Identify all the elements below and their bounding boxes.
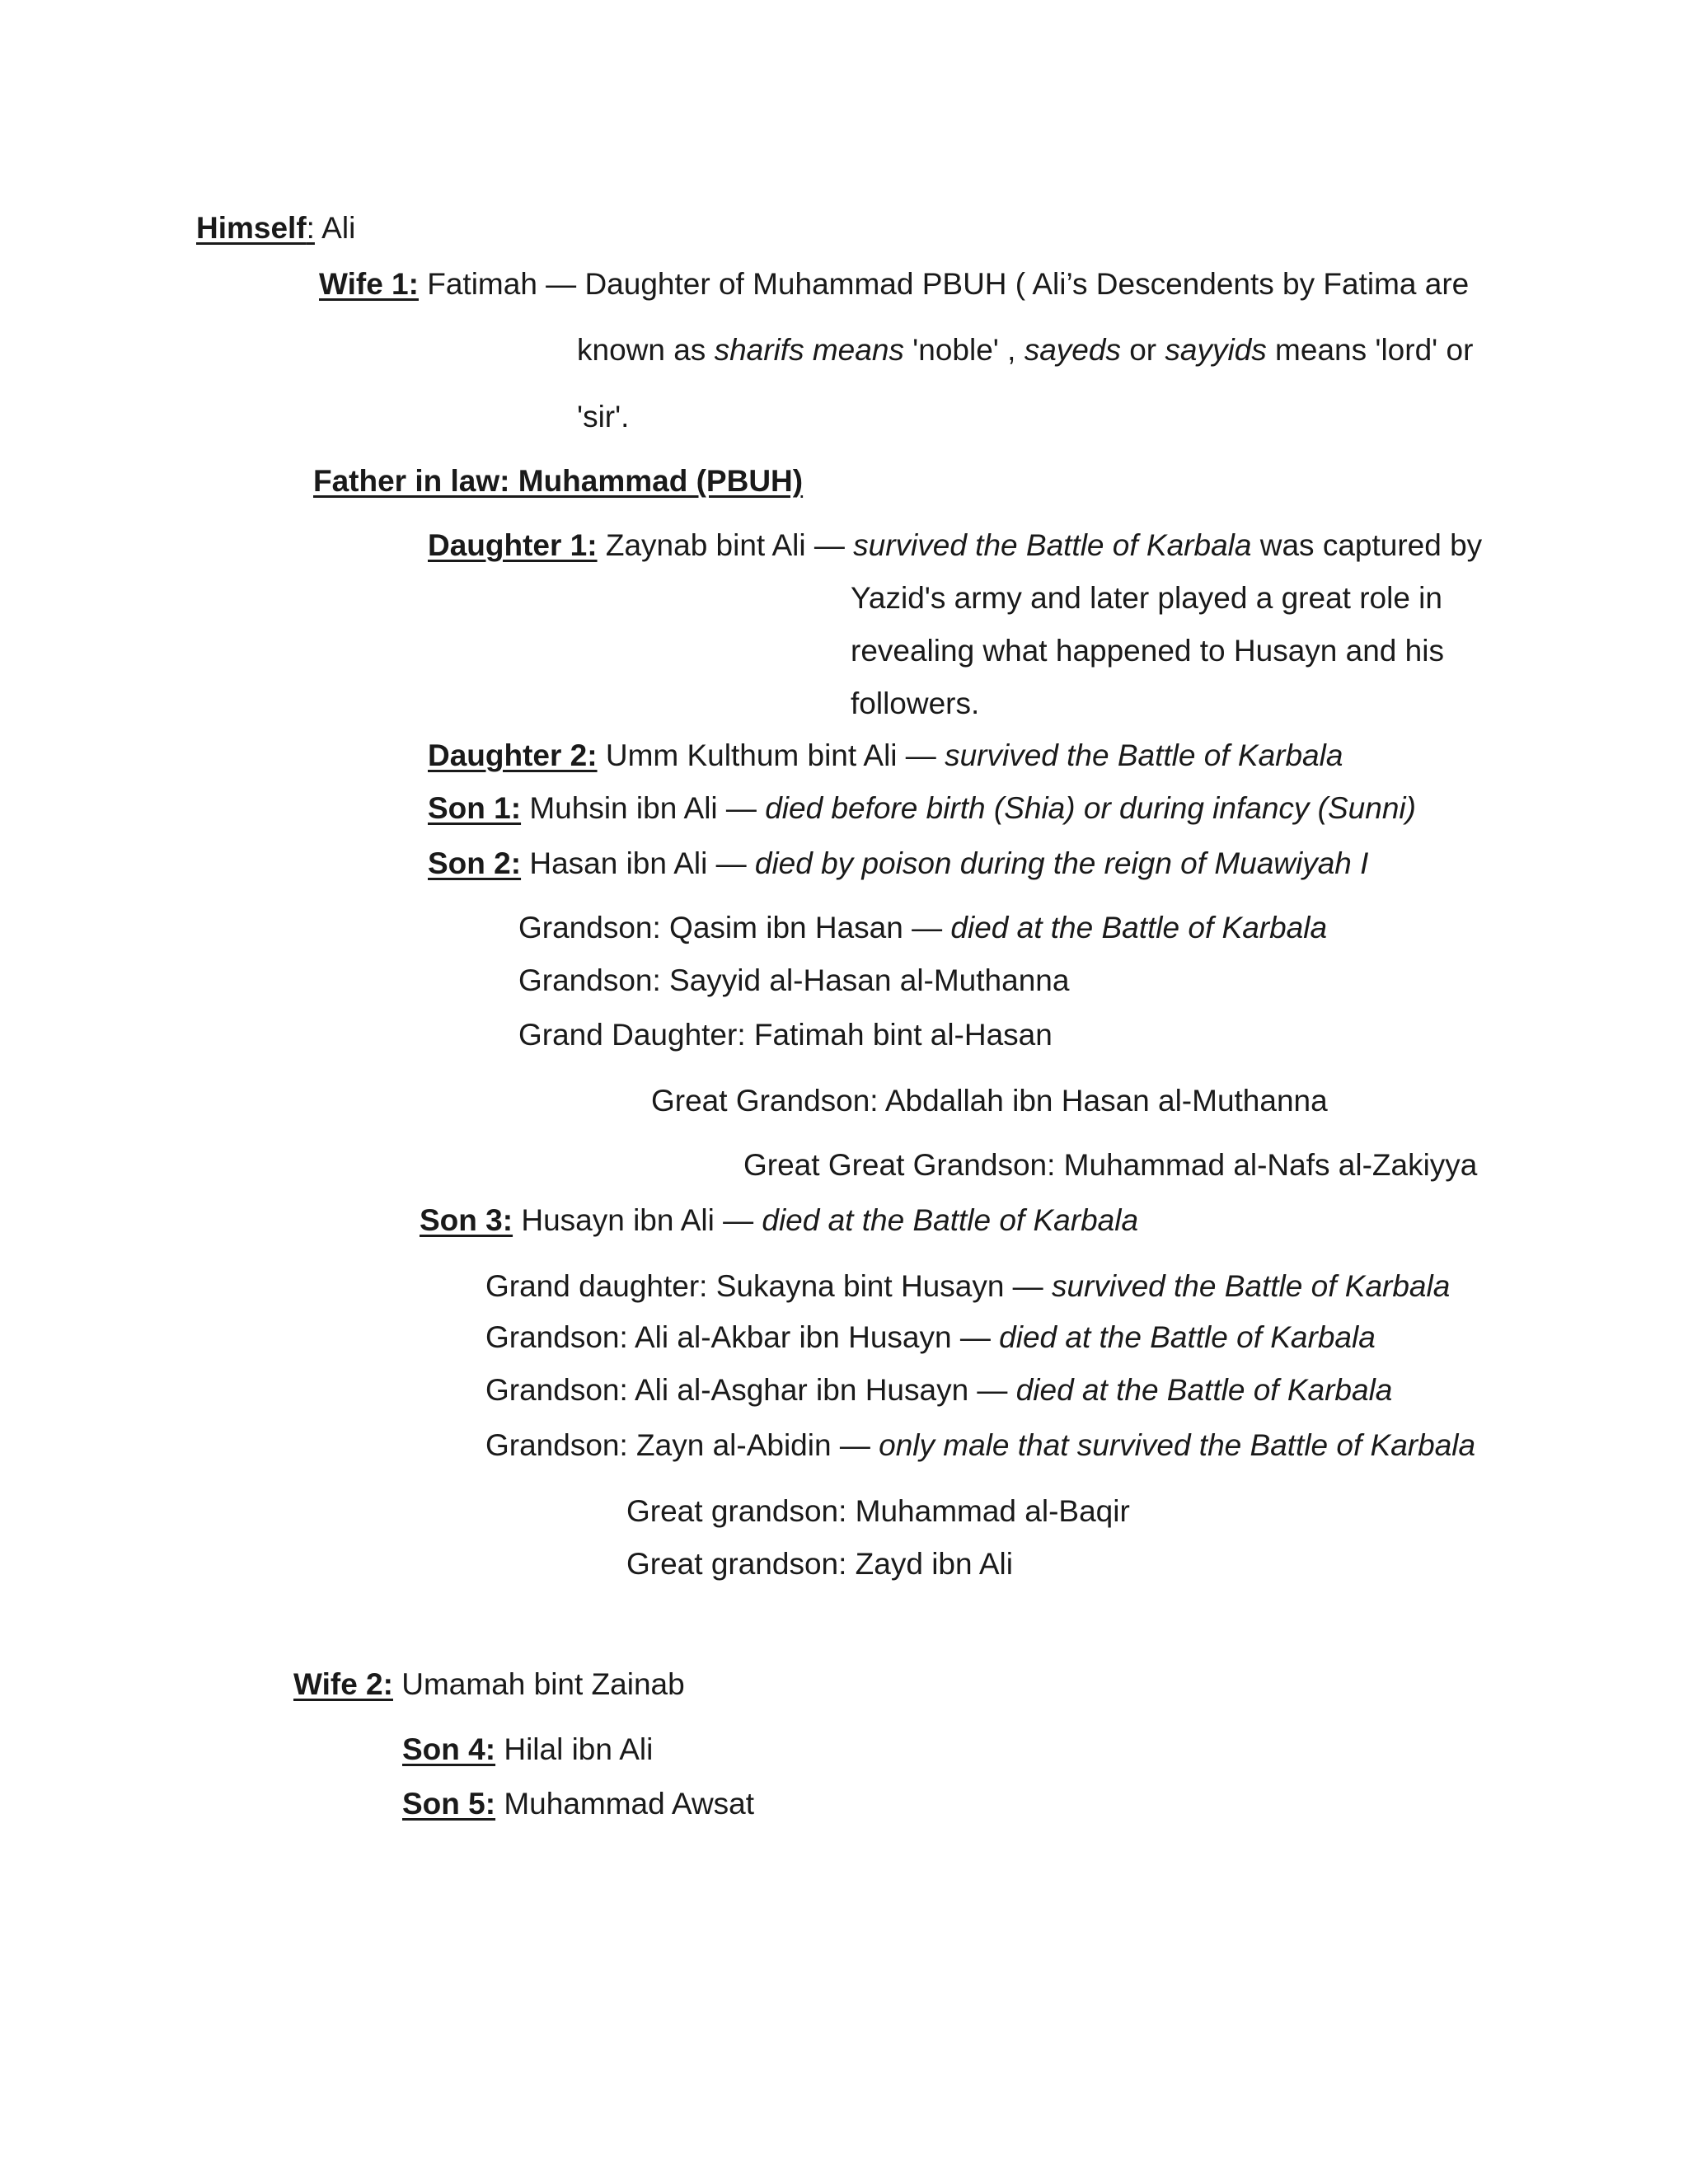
husayn-child-4-text: Grandson: Zayn al-Abidin — xyxy=(485,1428,879,1462)
son2-note: died by poison during the reign of Muawiyah I xyxy=(754,846,1369,880)
himself-line xyxy=(196,213,355,243)
great-grandson-husayn-2-text: Great grandson: Zayd ibn Ali xyxy=(626,1547,1013,1581)
son1-note: died before birth (Shia) or during infancy (Sunni) xyxy=(765,791,1416,825)
wife2-line xyxy=(293,1669,685,1699)
daughter1-label: Daughter 1: xyxy=(428,528,598,562)
daughter1-cont2 xyxy=(851,635,1444,666)
father-in-law-label: Father in law: Muhammad (PBUH) xyxy=(313,464,804,498)
husayn-child-1-text: Grand daughter: Sukayna bint Husayn — xyxy=(485,1269,1052,1303)
great-grandson-hasan-text: Great Grandson: Abdallah ibn Hasan al-Muthanna xyxy=(651,1084,1328,1118)
himself-colon: : xyxy=(306,211,315,245)
wife1-line3-text: 'sir'. xyxy=(577,400,630,434)
son1-label: Son 1: xyxy=(428,791,522,825)
hasan-child-3 xyxy=(518,1019,1053,1050)
son2-name: Hasan ibn Ali — xyxy=(521,846,755,880)
daughter2-line xyxy=(428,740,1343,771)
son3-name: Husayn ibn Ali — xyxy=(513,1203,762,1237)
daughter2-note: survived the Battle of Karbala xyxy=(945,738,1343,772)
daughter1-note: survived the Battle of Karbala xyxy=(853,528,1252,562)
husayn-child-3-text: Grandson: Ali al-Asghar ibn Husayn — xyxy=(485,1373,1016,1407)
father-in-law-line xyxy=(313,466,803,496)
son5-line xyxy=(402,1788,754,1819)
son4-label: Son 4: xyxy=(402,1732,496,1766)
hasan-child-1-text: Grandson: Qasim ibn Hasan — xyxy=(518,911,951,944)
daughter2-label: Daughter 2: xyxy=(428,738,598,772)
great-great-grandson-text: Great Great Grandson: Muhammad al-Nafs al-Zakiyya xyxy=(743,1148,1478,1182)
son4-name: Hilal ibn Ali xyxy=(495,1732,654,1766)
daughter1-cont1 xyxy=(851,583,1442,613)
great-grandson-hasan xyxy=(651,1085,1328,1116)
daughter1-rest: was captured by xyxy=(1251,528,1483,562)
son5-name: Muhammad Awsat xyxy=(495,1787,755,1821)
wife1-line2-f: sayyids xyxy=(1165,333,1267,367)
wife2-label: Wife 2: xyxy=(293,1667,393,1701)
wife2-name: Umamah bint Zainab xyxy=(392,1667,685,1701)
son4-line xyxy=(402,1734,653,1765)
husayn-child-1-note: survived the Battle of Karbala xyxy=(1051,1269,1451,1303)
daughter1-cont3 xyxy=(851,688,979,719)
wife1-line2-a: known as xyxy=(577,333,715,367)
son3-line xyxy=(420,1205,1138,1235)
son3-note: died at the Battle of Karbala xyxy=(762,1203,1139,1237)
son1-name: Muhsin ibn Ali — xyxy=(521,791,766,825)
wife1-line2-c: 'noble' , xyxy=(903,333,1025,367)
wife1-line2-g: means 'lord' or xyxy=(1266,333,1474,367)
daughter1-cont2-text: revealing what happened to Husayn and his xyxy=(851,634,1444,668)
great-great-grandson xyxy=(743,1150,1477,1180)
son1-line xyxy=(428,793,1416,823)
husayn-child-3 xyxy=(485,1375,1392,1405)
husayn-child-4 xyxy=(485,1430,1475,1460)
hasan-child-2-text: Grandson: Sayyid al-Hasan al-Muthanna xyxy=(518,963,1070,997)
daughter1-cont1-text: Yazid's army and later played a great role in xyxy=(851,581,1442,615)
wife1-line xyxy=(319,269,1469,299)
wife1-line2-e: or xyxy=(1120,333,1165,367)
husayn-child-4-note: only male that survived the Battle of Karbala xyxy=(879,1428,1476,1462)
hasan-child-3-text: Grand Daughter: Fatimah bint al-Hasan xyxy=(518,1018,1053,1052)
husayn-child-1 xyxy=(485,1271,1450,1301)
wife1-text: Fatimah — Daughter of Muhammad PBUH ( Ali’s Descendents by Fatima are xyxy=(418,267,1470,301)
son3-label: Son 3: xyxy=(420,1203,513,1237)
hasan-child-1-note: died at the Battle of Karbala xyxy=(950,911,1328,944)
daughter2-name: Umm Kulthum bint Ali — xyxy=(597,738,945,772)
son2-label: Son 2: xyxy=(428,846,522,880)
husayn-child-2-text: Grandson: Ali al-Akbar ibn Husayn — xyxy=(485,1320,1000,1354)
himself-label: Himself xyxy=(196,211,307,245)
son2-line xyxy=(428,848,1368,879)
hasan-child-1 xyxy=(518,912,1327,943)
husayn-child-2 xyxy=(485,1322,1376,1352)
daughter1-name: Zaynab bint Ali — xyxy=(597,528,854,562)
wife1-line2-b: sharifs means xyxy=(714,333,904,367)
son5-label: Son 5: xyxy=(402,1787,496,1821)
himself-name: Ali xyxy=(314,211,356,245)
hasan-child-2 xyxy=(518,965,1069,996)
daughter1-line xyxy=(428,530,1482,560)
wife1-label: Wife 1: xyxy=(319,267,419,301)
wife1-line3 xyxy=(577,401,629,432)
husayn-child-2-note: died at the Battle of Karbala xyxy=(999,1320,1376,1354)
wife1-line2-d: sayeds xyxy=(1024,333,1121,367)
daughter1-cont3-text: followers. xyxy=(851,687,980,720)
great-grandson-husayn-2 xyxy=(626,1549,1013,1579)
husayn-child-3-note: died at the Battle of Karbala xyxy=(1015,1373,1393,1407)
wife1-line2 xyxy=(577,335,1473,365)
great-grandson-husayn-1 xyxy=(626,1496,1130,1526)
great-grandson-husayn-1-text: Great grandson: Muhammad al-Baqir xyxy=(626,1494,1130,1528)
